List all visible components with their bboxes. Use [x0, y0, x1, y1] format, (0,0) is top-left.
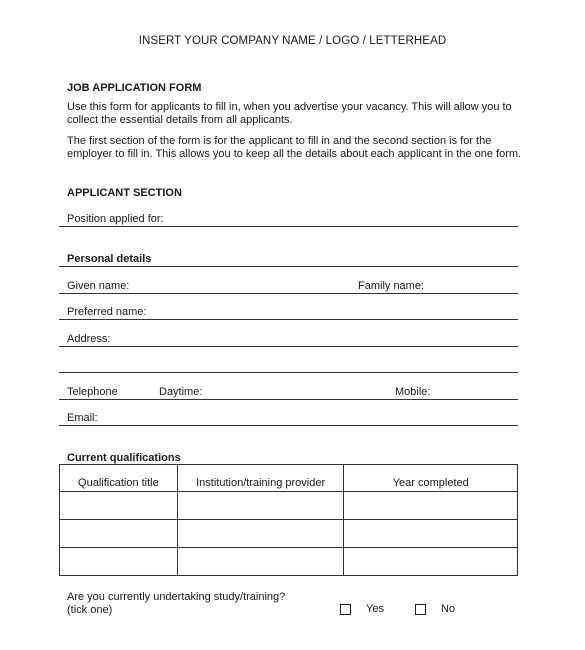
- institution-cell[interactable]: [177, 548, 344, 576]
- year-completed-cell[interactable]: [344, 492, 518, 520]
- institution-cell[interactable]: [177, 520, 344, 548]
- institution-cell[interactable]: [177, 492, 344, 520]
- column-header-institution: Institution/training provider: [177, 465, 344, 492]
- column-header-year-completed: Year completed: [344, 465, 518, 492]
- intro2-line-2: employer to fill in. This allows you to keep all the details about each applicant in the one form.: [67, 148, 522, 160]
- qualification-title-cell[interactable]: [60, 548, 178, 576]
- name-line[interactable]: [59, 293, 518, 294]
- preferred-name-label: Preferred name:: [67, 306, 147, 318]
- qualifications-table: [59, 464, 518, 576]
- table-row: [60, 492, 518, 520]
- telephone-line[interactable]: [59, 399, 518, 400]
- no-label: No: [441, 603, 456, 615]
- intro-line-2: collect the essential details from all applicants.: [67, 114, 293, 126]
- position-applied-label: Position applied for:: [67, 213, 164, 225]
- email-line[interactable]: [59, 425, 518, 426]
- mobile-label: Mobile:: [395, 386, 431, 398]
- personal-details-rule: [59, 266, 518, 267]
- intro-line-1: Use this form for applicants to fill in, when you advertise your vacancy. This will allow you to: [67, 101, 512, 113]
- address-line-2[interactable]: [59, 372, 518, 373]
- intro-paragraph-2: [67, 135, 522, 161]
- year-completed-cell[interactable]: [344, 520, 518, 548]
- email-label: Email:: [67, 412, 98, 424]
- telephone-label: Telephone: [67, 386, 118, 398]
- yes-checkbox[interactable]: [340, 604, 351, 615]
- no-checkbox[interactable]: [415, 604, 426, 615]
- letterhead-placeholder: INSERT YOUR COMPANY NAME / LOGO / LETTERHEAD: [138, 35, 447, 47]
- personal-details-title: Personal details: [67, 253, 152, 265]
- qualifications-header-row: [60, 465, 518, 492]
- year-completed-cell[interactable]: [344, 548, 518, 576]
- address-label: Address:: [67, 333, 111, 345]
- table-row: [60, 520, 518, 548]
- yes-label: Yes: [366, 603, 384, 615]
- study-question-line-1: Are you currently undertaking study/training?: [67, 591, 286, 603]
- daytime-label: Daytime:: [159, 386, 203, 398]
- column-header-qualification-title: Qualification title: [60, 465, 178, 492]
- table-row: [60, 548, 518, 576]
- given-name-label: Given name:: [67, 280, 130, 292]
- intro2-line-1: The first section of the form is for the applicant to fill in and the second section is for the: [67, 135, 492, 147]
- study-question-line-2: (tick one): [67, 604, 113, 616]
- applicant-section-title: APPLICANT SECTION: [67, 187, 182, 199]
- position-applied-line[interactable]: [59, 226, 518, 227]
- preferred-name-line[interactable]: [59, 319, 518, 320]
- address-line-1[interactable]: [59, 346, 518, 347]
- qualification-title-cell[interactable]: [60, 520, 178, 548]
- form-title: JOB APPLICATION FORM: [67, 82, 202, 94]
- current-qualifications-title: Current qualifications: [67, 452, 181, 464]
- intro-paragraph-1: [67, 101, 522, 127]
- qualification-title-cell[interactable]: [60, 492, 178, 520]
- family-name-label: Family name:: [358, 280, 425, 292]
